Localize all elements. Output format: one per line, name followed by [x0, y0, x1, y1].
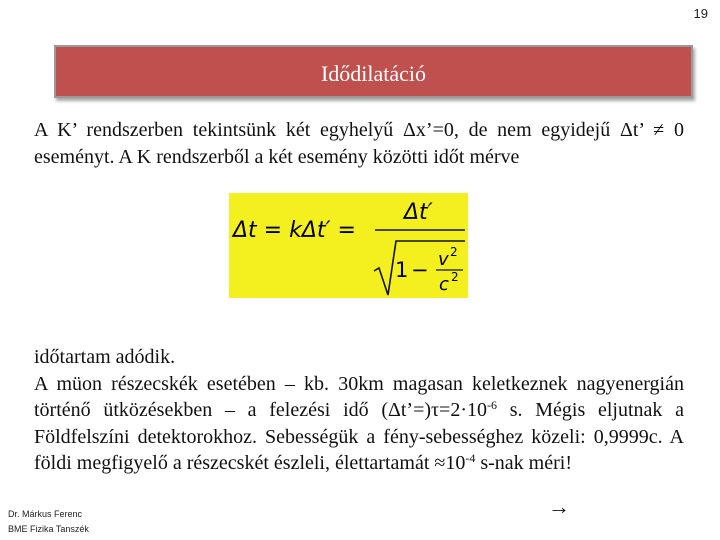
formula-c: c [439, 274, 449, 295]
formula-v-exp: 2 [450, 245, 458, 259]
para2-text-c: s-nak méri! [475, 452, 572, 474]
time-dilation-formula [229, 193, 468, 298]
page-number: 19 [693, 6, 708, 21]
right-arrow-icon[interactable]: → [548, 494, 570, 519]
formula-minus: − [411, 258, 429, 282]
title-bar [54, 45, 693, 98]
formula-box [229, 193, 468, 298]
formula-numerator: Δt′ [404, 200, 433, 225]
formula-one: 1 [395, 258, 409, 282]
muon-paragraph [34, 344, 684, 477]
footer-dept: BME Fizika Tanszék [8, 524, 89, 534]
intro-paragraph: A K’ rendszerben tekintsünk két egyhelyű Δx’=0, de nem egyidejű Δt’ ≠ 0 eseményt. A K rendszerből a két esemény közötti időt mérve [34, 119, 684, 168]
formula-lhs: Δt = kΔt′ = [233, 218, 356, 243]
para2-text-a: A müon részecskék esetében – kb. 30km magasan keletkeznek nagyenergián történő ütközésekben – a felezési idő (Δt’=)τ=2·10 [34, 372, 684, 421]
formula-c-exp: 2 [451, 270, 459, 284]
para2-line1: időtartam adódik. [34, 346, 176, 368]
slide-title: Idődilatáció [320, 61, 427, 86]
para2-text-b: s. Mégis eljutnak a Földfelszíni detektorokhoz. Sebességük a fény-sebességhez közeli: 0,9999c. A földi megfigyelő a részecskét észleli, élettartamát ≈10 [34, 399, 684, 474]
formula-v: v [438, 249, 449, 270]
footer-author: Dr. Márkus Ferenc [8, 509, 83, 519]
para2-exp1: -6 [487, 398, 498, 412]
para2-exp2: -4 [465, 451, 476, 465]
